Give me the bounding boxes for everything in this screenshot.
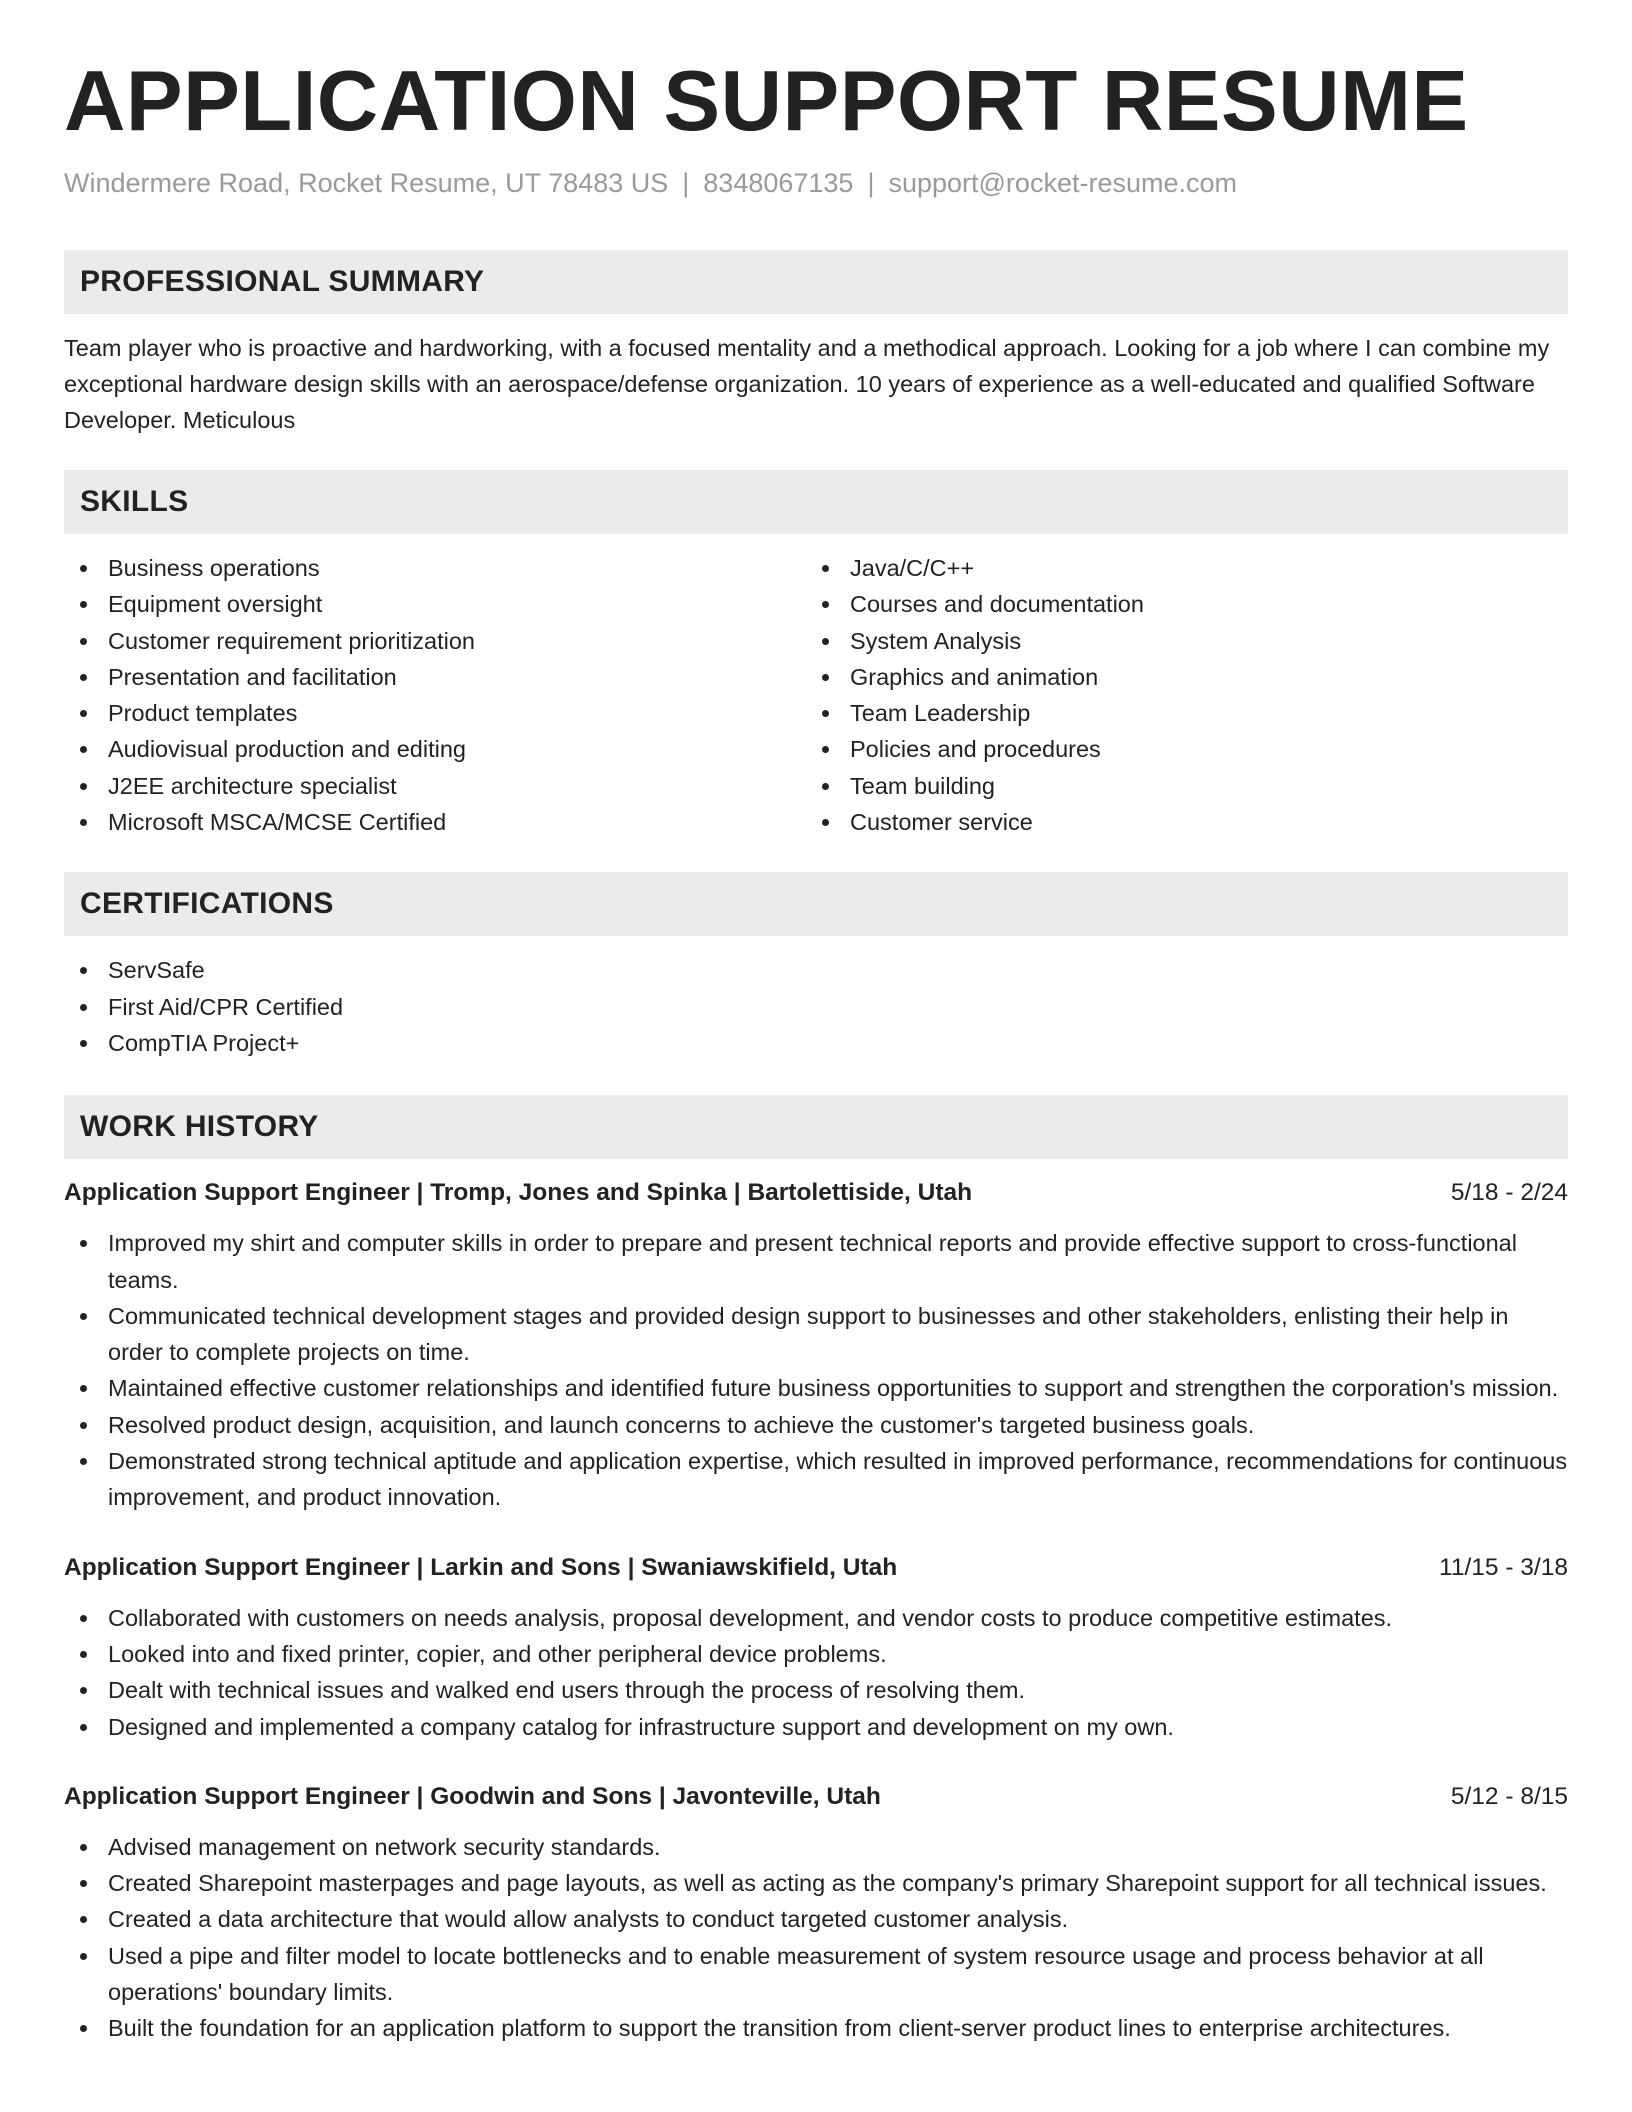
certification-item: First Aid/CPR Certified [64, 989, 1568, 1025]
job-entry [64, 1175, 1568, 1515]
job-bullet: Advised management on network security standards. [64, 1829, 1568, 1865]
professional-summary-section [64, 250, 1568, 438]
skills-section [64, 470, 1568, 840]
skill-item: Team Leadership [806, 695, 1548, 731]
job-heading: Application Support Engineer | Goodwin and Sons | Javonteville, Utah [64, 1782, 881, 1810]
job-dates: 5/12 - 8/15 [1450, 1782, 1568, 1810]
work-history-section [64, 1095, 1568, 2046]
skill-item: Product templates [64, 695, 806, 731]
job-entry [64, 1550, 1568, 1745]
job-bullet: Improved my shirt and computer skills in order to prepare and present technical reports and provide effective support to cross-functional teams. [64, 1225, 1568, 1298]
job-bullet: Built the foundation for an application platform to support the transition from client-server product lines to enterprise architectures. [64, 2010, 1568, 2046]
section-header-work-history: WORK HISTORY [64, 1095, 1568, 1159]
contact-separator: | [682, 168, 690, 198]
job-bullet: Collaborated with customers on needs analysis, proposal development, and vendor costs to produce competitive estimates. [64, 1600, 1568, 1636]
job-dates: 11/15 - 3/18 [1439, 1553, 1568, 1581]
job-bullet: Designed and implemented a company catalog for infrastructure support and development on my own. [64, 1709, 1568, 1745]
certifications-section [64, 872, 1568, 1061]
skills-grid [64, 550, 1568, 840]
certification-item: ServSafe [64, 952, 1568, 988]
skill-item: Policies and procedures [806, 731, 1548, 767]
skill-item: Java/C/C++ [806, 550, 1548, 586]
job-header [64, 1550, 1568, 1586]
job-entry [64, 1779, 1568, 2047]
skills-list-right [806, 550, 1548, 840]
job-bullet: Used a pipe and filter model to locate bottlenecks and to enable measurement of system resource usage and process behavior at all operations' boundary limits. [64, 1938, 1568, 2011]
section-header-certifications: CERTIFICATIONS [64, 872, 1568, 936]
job-bullet: Resolved product design, acquisition, and launch concerns to achieve the customer's targeted business goals. [64, 1407, 1568, 1443]
contact-phone: 8348067135 [703, 168, 854, 198]
job-bullets [64, 1225, 1568, 1515]
certifications-list [64, 952, 1568, 1061]
section-header-professional-summary: PROFESSIONAL SUMMARY [64, 250, 1568, 314]
skill-item: System Analysis [806, 623, 1548, 659]
job-heading: Application Support Engineer | Tromp, Jones and Spinka | Bartolettiside, Utah [64, 1179, 973, 1207]
skill-item: Courses and documentation [806, 586, 1548, 622]
skill-item: Business operations [64, 550, 806, 586]
job-bullets [64, 1600, 1568, 1745]
skill-item: Audiovisual production and editing [64, 731, 806, 767]
contact-line [64, 166, 1568, 200]
certification-item: CompTIA Project+ [64, 1025, 1568, 1061]
job-heading: Application Support Engineer | Larkin and Sons | Swaniawskifield, Utah [64, 1553, 898, 1581]
skill-item: Team building [806, 768, 1548, 804]
contact-address: Windermere Road, Rocket Resume, UT 78483 US [64, 168, 669, 198]
job-header [64, 1779, 1568, 1815]
skill-item: Customer requirement prioritization [64, 623, 806, 659]
skill-item: Microsoft MSCA/MCSE Certified [64, 804, 806, 840]
job-bullet: Looked into and fixed printer, copier, and other peripheral device problems. [64, 1636, 1568, 1672]
skill-item: J2EE architecture specialist [64, 768, 806, 804]
job-dates: 5/18 - 2/24 [1450, 1179, 1568, 1207]
job-bullet: Demonstrated strong technical aptitude and application expertise, which resulted in improved performance, recommendations for continuous improvement, and product innovation. [64, 1443, 1568, 1516]
job-bullets [64, 1829, 1568, 2047]
resume-title: APPLICATION SUPPORT RESUME [64, 54, 1469, 149]
summary-text: Team player who is proactive and hardworking, with a focused mentality and a methodical approach. Looking for a job where I can combine my exceptional hardware design skills with an aerospace/defense organization. 10 years of experience as a well-educated and qualified Software Developer. Meticulous [64, 335, 1550, 433]
skill-item: Graphics and animation [806, 659, 1548, 695]
job-header [64, 1175, 1568, 1211]
section-header-skills: SKILLS [64, 470, 1568, 534]
skill-item: Equipment oversight [64, 586, 806, 622]
contact-separator: | [867, 168, 875, 198]
contact-email: support@rocket-resume.com [888, 168, 1237, 198]
job-bullet: Dealt with technical issues and walked end users through the process of resolving them. [64, 1672, 1568, 1708]
job-bullet: Created a data architecture that would allow analysts to conduct targeted customer analysis. [64, 1901, 1568, 1937]
skill-item: Customer service [806, 804, 1548, 840]
job-bullet: Communicated technical development stages and provided design support to businesses and other stakeholders, enlisting their help in order to complete projects on time. [64, 1298, 1568, 1371]
job-bullet: Created Sharepoint masterpages and page layouts, as well as acting as the company's primary Sharepoint support for all technical issues. [64, 1865, 1568, 1901]
skill-item: Presentation and facilitation [64, 659, 806, 695]
skills-list-left [64, 550, 806, 840]
job-bullet: Maintained effective customer relationships and identified future business opportunities to support and strengthen the corporation's mission. [64, 1370, 1568, 1406]
